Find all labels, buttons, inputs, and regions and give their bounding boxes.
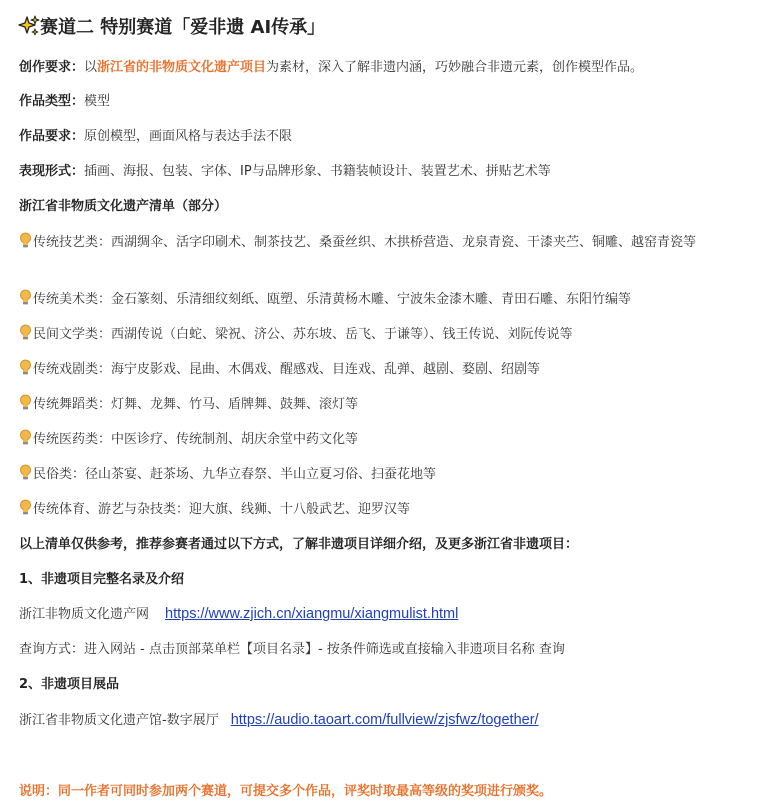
category-label: 传统技艺类：: [33, 235, 112, 250]
category-value: 西湖绸伞、活字印刷术、制茶技艺、桑蚕丝织、木拱桥营造、龙泉青瓷、干漆夹苎、铜雕、越窑青瓷等: [111, 235, 697, 250]
footer-note: 说明：同一作者可同时参加两个赛道，可提交多个作品，评奖时取最高等级的奖项进行颁奖。: [19, 784, 553, 799]
section1-heading: 1、非遗项目完整名录及介绍: [19, 572, 185, 587]
lightbulb-icon: [19, 499, 32, 516]
category-item: [19, 359, 540, 380]
title-text: 赛道二 特别赛道「爱非遗 AI传承」: [40, 17, 326, 38]
form-value: 插画、海报、包装、字体、IP与品牌形象、书籍装帧设计、装置艺术、拼贴艺术等: [84, 164, 551, 179]
category-value: 径山茶宴、赶茶场、九华立春祭、半山立夏习俗、扫蚕花地等: [85, 467, 437, 482]
category-value: 灯舞、龙舞、竹马、盾牌舞、鼓舞、滚灯等: [111, 397, 359, 412]
reference-note: 以上清单仅供参考，推荐参赛者通过以下方式，了解非遗项目详细介绍，及更多浙江省非遗项目：: [19, 537, 579, 552]
category-item: [19, 429, 358, 450]
creation-requirement: [19, 58, 643, 78]
expression-form: [19, 162, 551, 182]
category-label: 民间文学类：: [33, 327, 112, 342]
zjich-link[interactable]: https://www.zjich.cn/xiangmu/xiangmulist.html: [165, 606, 459, 622]
creation-pre: 以: [84, 60, 98, 75]
category-label: 传统医药类：: [33, 432, 112, 447]
work-label: 作品要求：: [19, 129, 85, 144]
creation-post: 为素材，深入了解非遗内涵，巧妙融合非遗元素，创作模型作品。: [266, 60, 644, 75]
category-label: 传统戏剧类：: [33, 362, 112, 377]
category-value: 金石篆刻、乐清细纹刻纸、瓯塑、乐清黄杨木雕、宁波朱金漆木雕、青田石雕、东阳竹编等: [111, 292, 632, 307]
query-instructions: 查询方式：进入网站 - 点击顶部菜单栏【项目名录】- 按条件筛选或直接输入非遗项目名称 查询: [19, 642, 565, 657]
category-value: 海宁皮影戏、昆曲、木偶戏、醒感戏、目连戏、乱弹、越剧、婺剧、绍剧等: [111, 362, 541, 377]
site-label: 浙江省非物质文化遗产馆-数字展厅: [19, 713, 219, 728]
lightbulb-icon: [19, 429, 32, 446]
category-item: [19, 499, 410, 520]
category-item: [19, 394, 358, 415]
list-heading: 浙江省非物质文化遗产清单（部分）: [19, 199, 228, 214]
category-item: [19, 464, 436, 485]
category-label: 传统舞蹈类：: [33, 397, 112, 412]
category-label: 传统美术类：: [33, 292, 112, 307]
section2-site: [19, 710, 539, 731]
lightbulb-icon: [19, 464, 32, 481]
work-type: [19, 92, 110, 112]
creation-label: 创作要求：: [19, 60, 85, 75]
site-label: 浙江非物质文化遗产网: [19, 607, 150, 622]
page-title: [18, 14, 325, 42]
lightbulb-icon: [19, 324, 32, 341]
work-value: 原创模型，画面风格与表达手法不限: [84, 129, 293, 144]
creation-highlight: 浙江省的非物质文化遗产项目: [97, 60, 267, 75]
section1-site: [19, 604, 458, 625]
category-item: [19, 324, 573, 345]
lightbulb-icon: [19, 232, 32, 249]
category-value: 迎大旗、线狮、十八般武艺、迎罗汉等: [189, 502, 411, 517]
taoart-link[interactable]: https://audio.taoart.com/fullview/zjsfwz/together/: [230, 712, 539, 728]
category-value: 西湖传说（白蛇、梁祝、济公、苏东坡、岳飞、于谦等）、钱王传说、刘阮传说等: [111, 327, 573, 342]
sparkles-icon: [18, 14, 40, 42]
category-value: 中医诊疗、传统制剂、胡庆余堂中药文化等: [111, 432, 359, 447]
category-item: [19, 289, 631, 310]
category-label: 传统体育、游艺与杂技类：: [33, 502, 190, 517]
category-label: 民俗类：: [33, 467, 86, 482]
work-requirement: [19, 127, 292, 147]
lightbulb-icon: [19, 394, 32, 411]
form-label: 表现形式：: [19, 164, 85, 179]
type-label: 作品类型：: [19, 94, 85, 109]
section2-heading: 2、非遗项目展品: [19, 677, 120, 692]
lightbulb-icon: [19, 289, 32, 306]
lightbulb-icon: [19, 359, 32, 376]
category-item: [19, 232, 731, 253]
type-value: 模型: [84, 94, 111, 109]
